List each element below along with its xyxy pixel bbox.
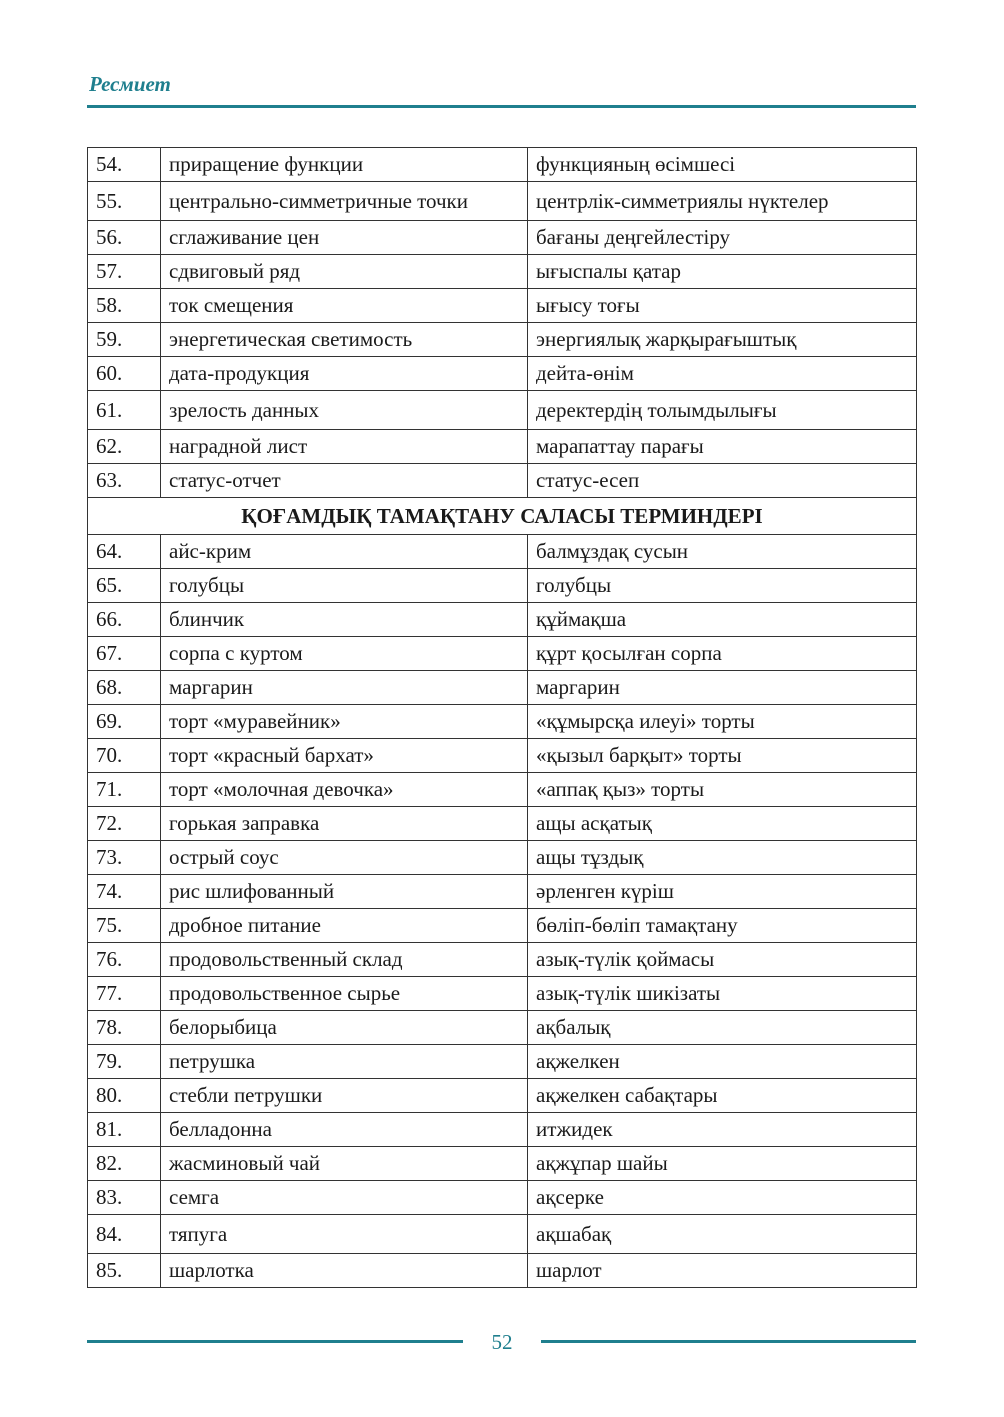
row-number: 79.: [88, 1045, 161, 1079]
row-number: 73.: [88, 841, 161, 875]
russian-term: продовольственный склад: [161, 943, 528, 977]
russian-term: сорпа с куртом: [161, 637, 528, 671]
row-number: 65.: [88, 569, 161, 603]
table-row: [88, 430, 917, 464]
kazakh-term: ащы тұздық: [528, 841, 917, 875]
row-number: 77.: [88, 977, 161, 1011]
table-row: [88, 1215, 917, 1254]
table-row: [88, 977, 917, 1011]
table-row: [88, 289, 917, 323]
kazakh-term: деректердің толымдылығы: [528, 391, 917, 430]
footer-divider-right: [541, 1340, 916, 1343]
row-number: 56.: [88, 221, 161, 255]
row-number: 69.: [88, 705, 161, 739]
row-number: 63.: [88, 464, 161, 498]
kazakh-term: статус-есеп: [528, 464, 917, 498]
table-row: [88, 357, 917, 391]
row-number: 76.: [88, 943, 161, 977]
table-row: [88, 148, 917, 182]
kazakh-term: ығысу тоғы: [528, 289, 917, 323]
kazakh-term: шарлот: [528, 1254, 917, 1288]
footer-divider-left: [87, 1340, 463, 1343]
row-number: 66.: [88, 603, 161, 637]
table-row: [88, 875, 917, 909]
kazakh-term: ығыспалы қатар: [528, 255, 917, 289]
table-row: [88, 1045, 917, 1079]
row-number: 57.: [88, 255, 161, 289]
russian-term: статус-отчет: [161, 464, 528, 498]
table-row: [88, 182, 917, 221]
row-number: 59.: [88, 323, 161, 357]
russian-term: острый соус: [161, 841, 528, 875]
row-number: 82.: [88, 1147, 161, 1181]
russian-term: торт «муравейник»: [161, 705, 528, 739]
russian-term: приращение функции: [161, 148, 528, 182]
russian-term: торт «молочная девочка»: [161, 773, 528, 807]
kazakh-term: ақшабақ: [528, 1215, 917, 1254]
russian-term: сдвиговый ряд: [161, 255, 528, 289]
table-row: [88, 255, 917, 289]
kazakh-term: функцияның өсімшесі: [528, 148, 917, 182]
russian-term: ток смещения: [161, 289, 528, 323]
kazakh-term: ащы асқатық: [528, 807, 917, 841]
kazakh-term: ақбалық: [528, 1011, 917, 1045]
table-row: [88, 637, 917, 671]
kazakh-term: итжидек: [528, 1113, 917, 1147]
table-row: [88, 535, 917, 569]
russian-term: энергетическая светимость: [161, 323, 528, 357]
row-number: 58.: [88, 289, 161, 323]
row-number: 64.: [88, 535, 161, 569]
row-number: 54.: [88, 148, 161, 182]
section-heading-row: [88, 498, 917, 535]
russian-term: стебли петрушки: [161, 1079, 528, 1113]
row-number: 62.: [88, 430, 161, 464]
russian-term: центрально-симметричные точки: [161, 182, 528, 221]
row-number: 83.: [88, 1181, 161, 1215]
russian-term: рис шлифованный: [161, 875, 528, 909]
kazakh-term: дейта-өнім: [528, 357, 917, 391]
row-number: 70.: [88, 739, 161, 773]
kazakh-term: азық-түлік қоймасы: [528, 943, 917, 977]
row-number: 84.: [88, 1215, 161, 1254]
row-number: 85.: [88, 1254, 161, 1288]
kazakh-term: «құмырсқа илеуі» торты: [528, 705, 917, 739]
russian-term: айс-крим: [161, 535, 528, 569]
kazakh-term: центрлік-симметриялы нүктелер: [528, 182, 917, 221]
table-row: [88, 1254, 917, 1288]
row-number: 78.: [88, 1011, 161, 1045]
russian-term: белладонна: [161, 1113, 528, 1147]
row-number: 61.: [88, 391, 161, 430]
kazakh-term: бөліп-бөліп тамақтану: [528, 909, 917, 943]
russian-term: сглаживание цен: [161, 221, 528, 255]
table-row: [88, 464, 917, 498]
terms-table-body: [88, 148, 917, 1288]
row-number: 68.: [88, 671, 161, 705]
section-heading: ҚОҒАМДЫҚ ТАМАҚТАНУ САЛАСЫ ТЕРМИНДЕРІ: [88, 498, 917, 535]
row-number: 74.: [88, 875, 161, 909]
table-row: [88, 773, 917, 807]
row-number: 81.: [88, 1113, 161, 1147]
russian-term: жасминовый чай: [161, 1147, 528, 1181]
kazakh-term: ақсерке: [528, 1181, 917, 1215]
kazakh-term: бағаны деңгейлестіру: [528, 221, 917, 255]
russian-term: голубцы: [161, 569, 528, 603]
kazakh-term: азық-түлік шикізаты: [528, 977, 917, 1011]
table-row: [88, 671, 917, 705]
row-number: 60.: [88, 357, 161, 391]
table-row: [88, 705, 917, 739]
russian-term: шарлотка: [161, 1254, 528, 1288]
kazakh-term: құймақша: [528, 603, 917, 637]
row-number: 71.: [88, 773, 161, 807]
table-row: [88, 807, 917, 841]
kazakh-term: маргарин: [528, 671, 917, 705]
page-number: 52: [491, 1330, 513, 1354]
russian-term: дата-продукция: [161, 357, 528, 391]
row-number: 72.: [88, 807, 161, 841]
table-row: [88, 391, 917, 430]
kazakh-term: балмұздақ сусын: [528, 535, 917, 569]
russian-term: зрелость данных: [161, 391, 528, 430]
row-number: 80.: [88, 1079, 161, 1113]
header-divider: [87, 105, 916, 108]
kazakh-term: ақжелкен: [528, 1045, 917, 1079]
kazakh-term: «қызыл барқыт» торты: [528, 739, 917, 773]
kazakh-term: энергиялық жарқырағыштық: [528, 323, 917, 357]
russian-term: тяпуга: [161, 1215, 528, 1254]
table-row: [88, 1181, 917, 1215]
table-row: [88, 323, 917, 357]
table-row: [88, 221, 917, 255]
kazakh-term: марапаттау парағы: [528, 430, 917, 464]
table-row: [88, 1147, 917, 1181]
row-number: 55.: [88, 182, 161, 221]
terms-table: [87, 147, 917, 1288]
kazakh-term: голубцы: [528, 569, 917, 603]
running-header-title: Ресмиет: [89, 72, 171, 96]
kazakh-term: құрт қосылған сорпа: [528, 637, 917, 671]
kazakh-term: «аппақ қыз» торты: [528, 773, 917, 807]
russian-term: блинчик: [161, 603, 528, 637]
table-row: [88, 943, 917, 977]
kazakh-term: әрленген күріш: [528, 875, 917, 909]
table-row: [88, 739, 917, 773]
table-row: [88, 1113, 917, 1147]
table-row: [88, 841, 917, 875]
kazakh-term: ақжұпар шайы: [528, 1147, 917, 1181]
russian-term: белорыбица: [161, 1011, 528, 1045]
table-row: [88, 1079, 917, 1113]
row-number: 67.: [88, 637, 161, 671]
table-row: [88, 909, 917, 943]
kazakh-term: ақжелкен сабақтары: [528, 1079, 917, 1113]
row-number: 75.: [88, 909, 161, 943]
russian-term: горькая заправка: [161, 807, 528, 841]
russian-term: торт «красный бархат»: [161, 739, 528, 773]
russian-term: продовольственное сырье: [161, 977, 528, 1011]
russian-term: маргарин: [161, 671, 528, 705]
russian-term: петрушка: [161, 1045, 528, 1079]
table-row: [88, 1011, 917, 1045]
russian-term: наградной лист: [161, 430, 528, 464]
table-row: [88, 569, 917, 603]
table-row: [88, 603, 917, 637]
russian-term: семга: [161, 1181, 528, 1215]
russian-term: дробное питание: [161, 909, 528, 943]
